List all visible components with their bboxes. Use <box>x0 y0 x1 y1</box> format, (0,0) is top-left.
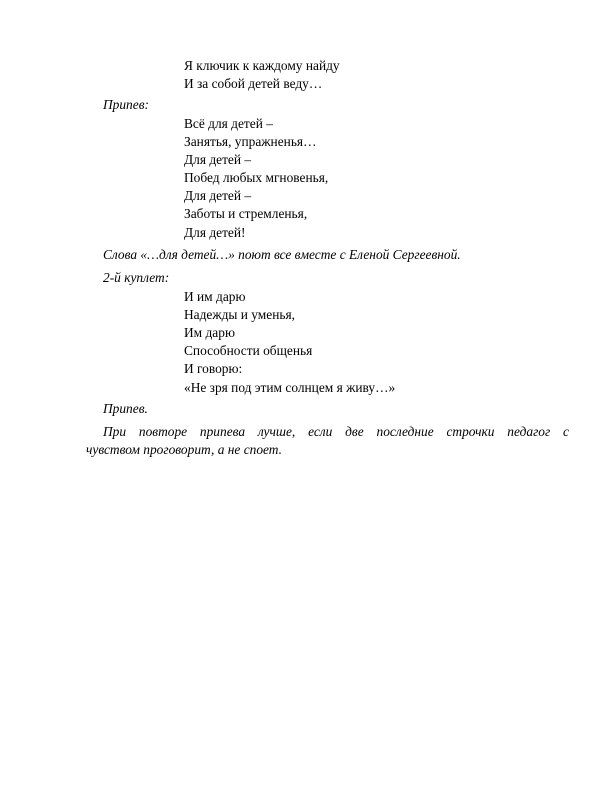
verse-line: И говорю: <box>184 361 243 376</box>
chorus-line: Занятья, упражненья… <box>184 134 317 149</box>
chorus-line: Побед любых мгновенья, <box>184 170 329 185</box>
final-note-line: При повторе припева лучше, если две последние строчки педагог с <box>103 424 569 439</box>
verse-line: Надежды и уменья, <box>184 307 296 322</box>
verse-line: Им дарю <box>184 325 235 340</box>
chorus-line: Для детей! <box>184 225 246 240</box>
verse-line: И за собой детей веду… <box>184 76 323 91</box>
final-note-line: чувством проговорит, а не споет. <box>86 442 282 457</box>
chorus-repeat-label: Припев. <box>103 401 148 416</box>
verse-line: Способности общенья <box>184 343 313 358</box>
chorus-line: Заботы и стремленья, <box>184 206 308 221</box>
verse-line: «Не зря под этим солнцем я живу…» <box>184 380 396 395</box>
verse2-label: 2-й куплет: <box>103 270 170 285</box>
chorus-line: Для детей – <box>184 152 252 167</box>
verse-line: И им дарю <box>184 289 246 304</box>
verse-line: Я ключик к каждому найду <box>184 58 340 73</box>
chorus-line: Для детей – <box>184 188 252 203</box>
chorus-label: Припев: <box>103 97 149 112</box>
chorus-note: Слова «…для детей…» поют все вместе с Еленой Сергеевной. <box>103 247 461 262</box>
chorus-line: Всё для детей – <box>184 116 273 131</box>
